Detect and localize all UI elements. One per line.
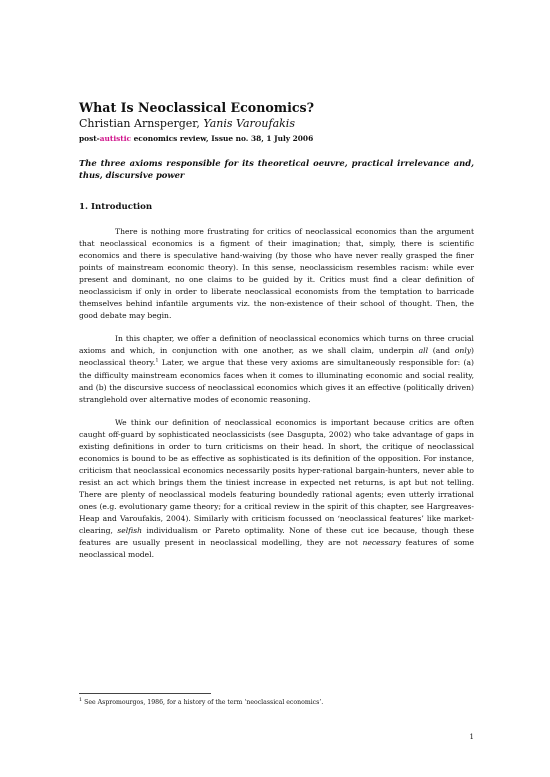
emphasis-only: only bbox=[454, 346, 472, 356]
paragraph-3-text-b: individualism or Pareto optimality. None of these cut ice because, though these features are usually present in neoclassical modelling, they are not bbox=[79, 526, 475, 548]
emphasis-selfish: selfish bbox=[117, 526, 143, 536]
emphasis-all: all bbox=[418, 346, 428, 356]
journal-citation bbox=[79, 133, 474, 145]
emphasis-necessary: necessary bbox=[362, 538, 401, 548]
footnote-divider bbox=[79, 693, 211, 694]
author-line bbox=[79, 116, 474, 131]
page-content bbox=[79, 100, 474, 561]
footnote bbox=[79, 698, 474, 707]
journal-rest: economics review, Issue no. 38, 1 July 2006 bbox=[131, 134, 314, 143]
journal-highlight: autistic bbox=[99, 134, 132, 143]
paragraph-3 bbox=[79, 417, 474, 562]
paragraph-3-text-a: We think our definition of neoclassical economics is important because critics are often caught off-guard by sophisticated neoclassicists (see Dasgupta, 2002) who take advantage of gaps in existing definitions in order to turn criticisms on their head. In short, the critique of neoclassical economics is bound to be as effective as sophisticated is its definition of the opposition. For instance, criticism that neoclassical economics necessarily posits hyper-rational bargain-hunters, never able to resist an act which brings them the tiniest increase in expected net returns, is apt but not telling. There are plenty of neoclassical models featuring boundedly rational agents; even utterly irrational ones (e.g. evolutionary game theory; for a critical review in the spirit of this chapter, see Hargreaves-Heap and Varoufakis, 2004). Similarly with criticism focussed on ‘neoclassical features’ like market-clearing, bbox=[79, 417, 474, 536]
footnote-text: See Aspromourgos, 1986, for a history of the term ‘neoclassical economics’. bbox=[82, 699, 324, 706]
paragraph-1: There is nothing more frustrating for critics of neoclassical economics than the argument that neoclassical economics is a figment of their imagination; that, simply, there is scientific economics and there is speculative hand-waiving (by those who have never really grasped the finer points of mainstream economic theory). In this sense, neoclassicism resembles racism: while ever present and dominant, no one claims to be guided by it. Critics must find a clear definition of neoclassicism if only in order to liberate neoclassical economists from the temptation to barricade themselves behind infantile arguments viz. the non-existence of their school of thought. Then, the good debate may begin. bbox=[79, 227, 474, 321]
paragraph-3-text-c: features of some neoclassical model. bbox=[79, 538, 474, 560]
paper-title: What Is Neoclassical Economics? bbox=[79, 100, 314, 115]
paragraph-2-text-a: In this chapter, we offer a definition of neoclassical economics which turns on three crucial axioms and which, in conjunction with one another, as we shall claim, underpin bbox=[79, 334, 474, 356]
author-arnsperger: Christian Arnsperger, bbox=[79, 117, 204, 130]
page-number: 1 bbox=[469, 733, 474, 741]
paragraph-2-text-c: ) neoclassical theory. bbox=[79, 346, 475, 368]
paragraph-2 bbox=[79, 333, 474, 405]
section-heading: 1. Introduction bbox=[79, 202, 153, 212]
footnote-reference[interactable]: 1 bbox=[155, 357, 159, 364]
footnote-marker: 1 bbox=[79, 696, 83, 703]
paper-subtitle: The three axioms responsible for its theoretical oeuvre, practical irrelevance and, thus, discursive power bbox=[79, 158, 474, 180]
author-varoufakis: Yanis Varoufakis bbox=[203, 117, 295, 130]
paragraph-2-text-b: (and bbox=[428, 346, 455, 356]
journal-prefix: post- bbox=[79, 134, 100, 143]
paragraph-2-text-d: Later, we argue that these very axioms are simultaneously responsible for: (a) the difficulty mainstream economics faces when it comes to illuminating economic and social reality, and (b) the discursive success of neoclassical economics which gives it an effective (politically driven) stranglehold over alternative modes of economic reasoning. bbox=[79, 358, 474, 404]
